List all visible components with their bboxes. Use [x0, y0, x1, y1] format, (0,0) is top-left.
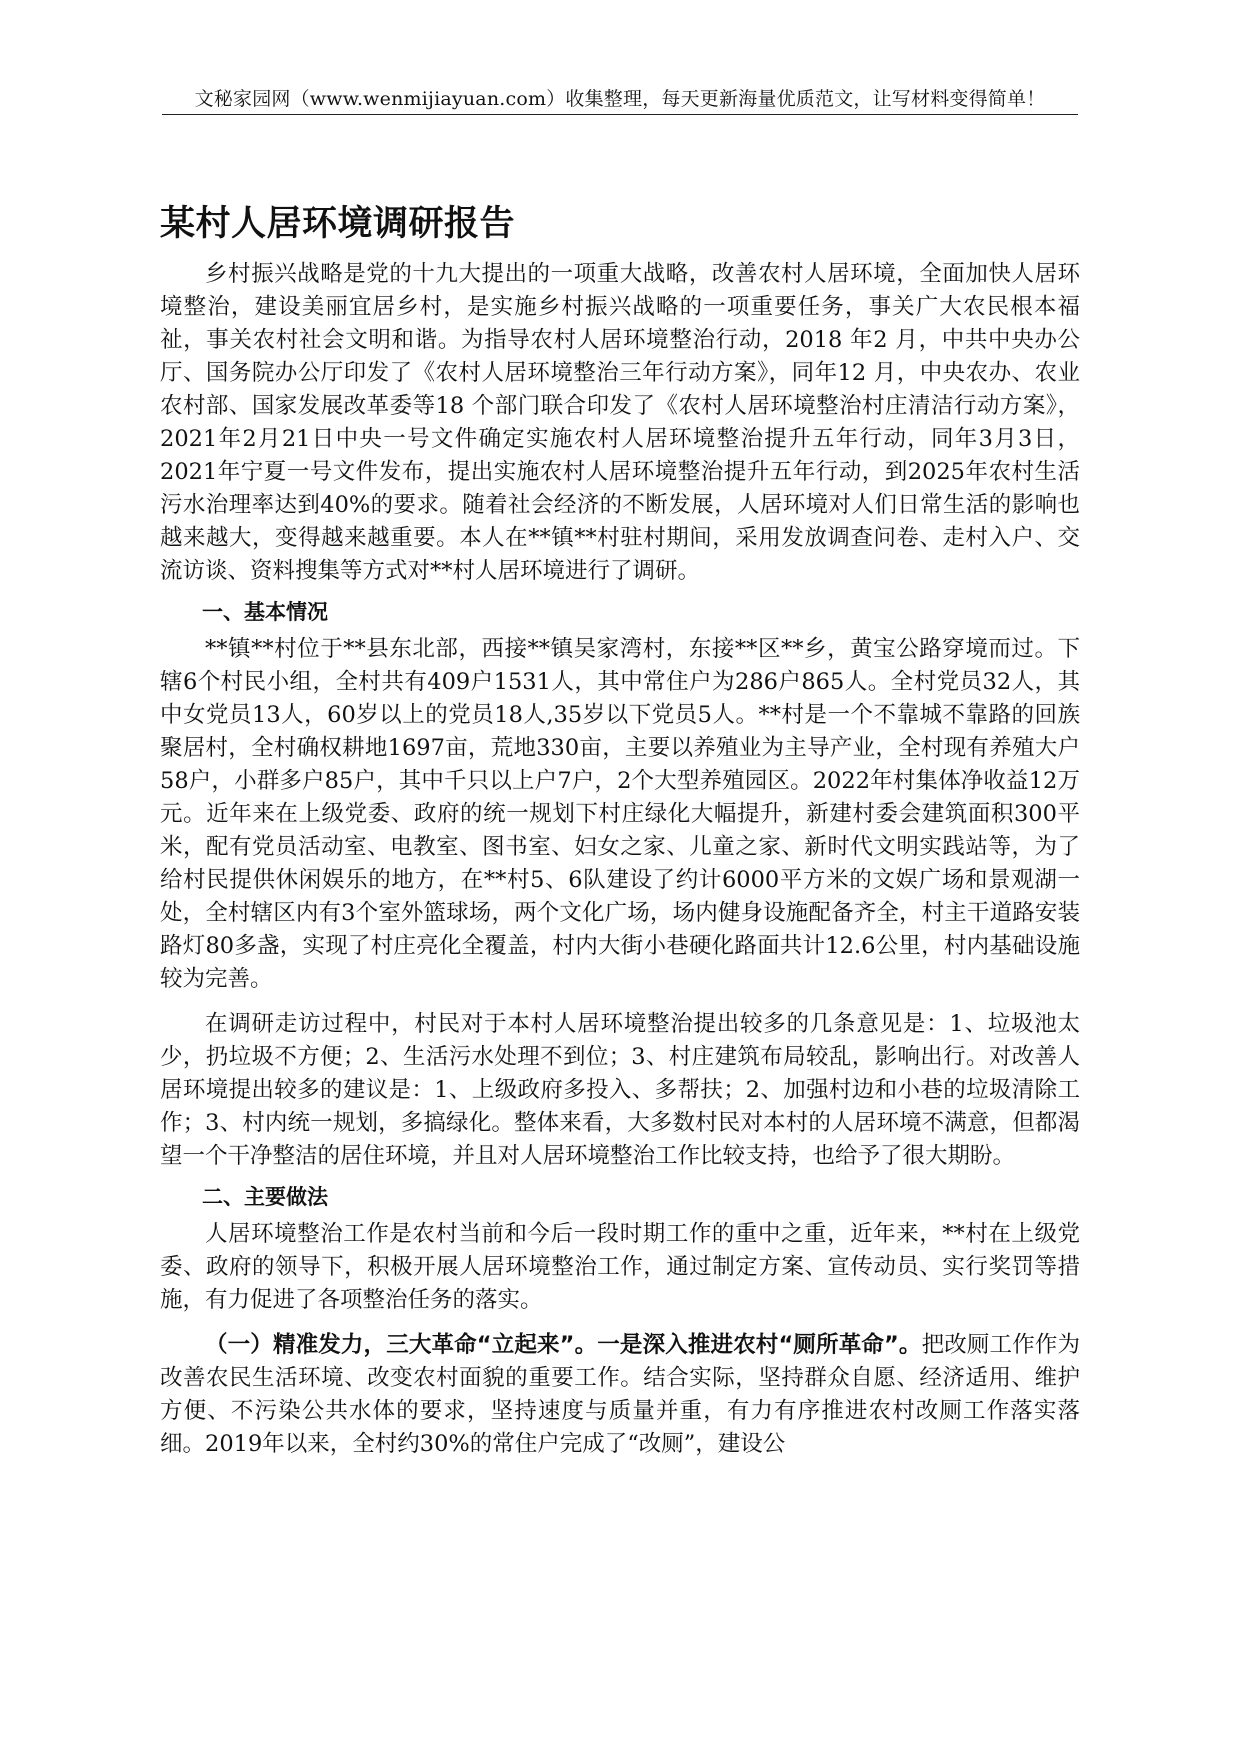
subsection-body-text: 把改厕工作作为改善农民生活环境、改变农村面貌的重要工作。结合实际，坚持群众自愿、经济适用、维护方便、不污染公共水体的要求，坚持速度与质量并重，有力有序推进农村改厕工作落实落细。2019年以来，全村约30%的常住户完成了“改厕”，建设公: [160, 1332, 1080, 1457]
document-title: 某村人居环境调研报告: [160, 204, 516, 244]
section-heading-basic-situation: 一、基本情况: [202, 600, 328, 624]
main-practices-paragraph-2: [160, 1329, 1080, 1461]
main-practices-paragraph-1: 人居环境整治工作是农村当前和今后一段时期工作的重中之重，近年来，**村在上级党委、政府的领导下，积极开展人居环境整治工作，通过制定方案、宣传动员、实行奖罚等措施，有力促进了各项整治任务的落实。: [160, 1221, 1080, 1313]
section-heading-main-practices: 二、主要做法: [202, 1185, 328, 1209]
page-header-banner: [162, 84, 1078, 115]
document-body: [160, 200, 1080, 1720]
subsection-lead-bold: （一）精准发力，三大革命“立起来”。一是深入推进农村“厕所革命”。: [205, 1332, 922, 1358]
header-text: 文秘家园网（www.wenmijiayuan.com）收集整理，每天更新海量优质范文，让写材料变得简单！: [194, 88, 1046, 110]
basic-situation-paragraph-2: 在调研走访过程中，村民对于本村人居环境整治提出较多的几条意见是：1、垃圾池太少，扔垃圾不方便；2、生活污水处理不到位；3、村庄建筑布局较乱，影响出行。对改善人居环境提出较多的建议是：1、上级政府多投入、多帮扶；2、加强村边和小巷的垃圾清除工作；3、村内统一规划，多搞绿化。整体来看，大多数村民对本村的人居环境不满意，但都渴望一个干净整洁的居住环境，并且对人居环境整治工作比较支持，也给予了很大期盼。: [160, 1011, 1080, 1169]
intro-paragraph: 乡村振兴战略是党的十九大提出的一项重大战略，改善农村人居环境，全面加快人居环境整治，建设美丽宜居乡村，是实施乡村振兴战略的一项重要任务，事关广大农民根本福祉，事关农村社会文明和谐。为指导农村人居环境整治行动，2018 年2 月，中共中央办公厅、国务院办公厅印发了《农村人居环境整治三年行动方案》，同年12 月，中央农办、农业农村部、国家发展改革委等18 个部门联合印发了《农村人居环境整治村庄清洁行动方案》，2021年2月21日中央一号文件确定实施农村人居环境整治提升五年行动，同年3月3日，2021年宁夏一号文件发布，提出实施农村人居环境整治提升五年行动，到2025年农村生活污水治理率达到40%的要求。随着社会经济的不断发展，人居环境对人们日常生活的影响也越来越大，变得越来越重要。本人在**镇**村驻村期间，采用发放调查问卷、走村入户、交流访谈、资料搜集等方式对**村人居环境进行了调研。: [160, 261, 1080, 584]
basic-situation-paragraph-1: **镇**村位于**县东北部，西接**镇吴家湾村，东接**区**乡，黄宝公路穿境而过。下辖6个村民小组，全村共有409户1531人，其中常住户为286户865人。全村党员32人，其中女党员13人，60岁以上的党员18人,35岁以下党员5人。**村是一个不靠城不靠路的回族聚居村，全村确权耕地1697亩，荒地330亩，主要以养殖业为主导产业，全村现有养殖大户58户，小群多户85户，其中千只以上户7户，2个大型养殖园区。2022年村集体净收益12万元。近年来在上级党委、政府的统一规划下村庄绿化大幅提升，新建村委会建筑面积300平米，配有党员活动室、电教室、图书室、妇女之家、儿童之家、新时代文明实践站等，为了给村民提供休闲娱乐的地方，在**村5、6队建设了约计6000平方米的文娱广场和景观湖一处，全村辖区内有3个室外篮球场，两个文化广场，场内健身设施配备齐全，村主干道路安装路灯80多盏，实现了村庄亮化全覆盖，村内大街小巷硬化路面共计12.6公里，村内基础设施较为完善。: [160, 636, 1080, 992]
